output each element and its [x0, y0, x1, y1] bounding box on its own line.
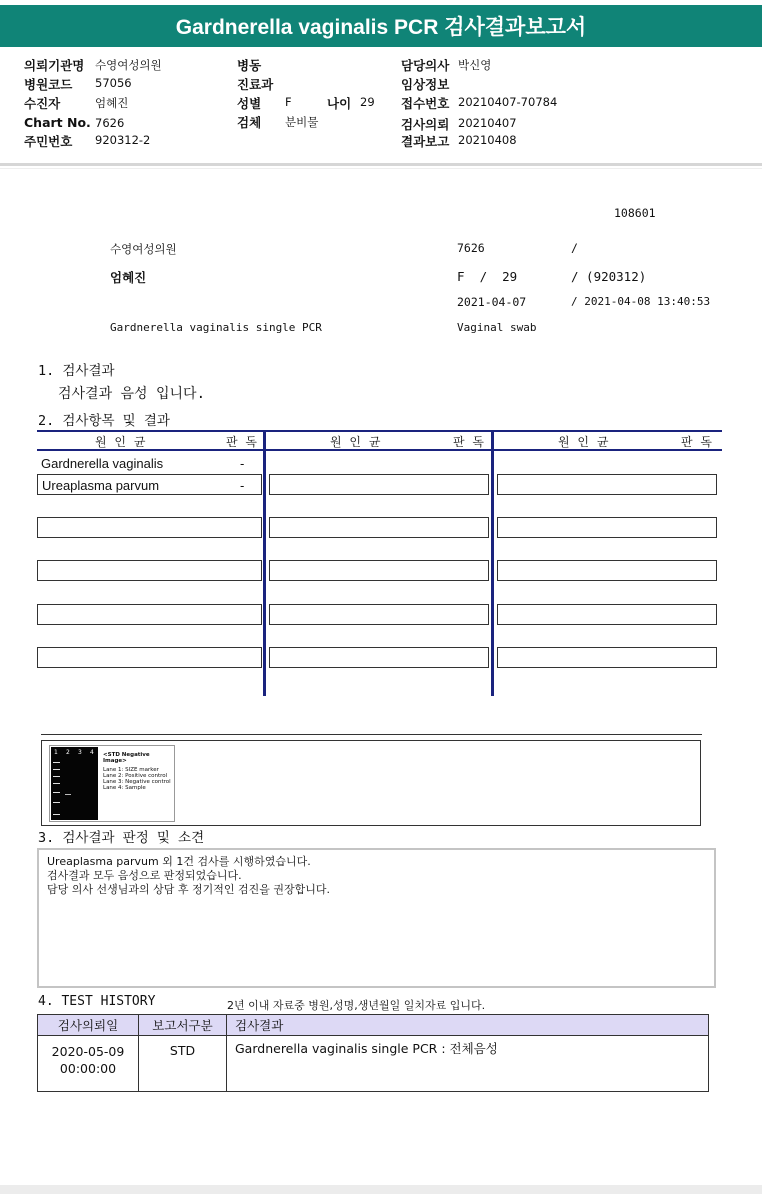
header-divider-light [0, 168, 762, 169]
grid-top-rule [37, 430, 722, 432]
result-cell [269, 647, 489, 668]
history-col-date: 검사의뢰일 [38, 1015, 139, 1036]
lane-label: 3 [78, 749, 82, 756]
report-label: 결과보고 [401, 134, 450, 149]
age-value: 29 [360, 95, 375, 109]
col-judgement-2: 판 독 [453, 435, 486, 449]
gel-band [53, 792, 60, 793]
gel-band [53, 769, 60, 770]
opinion-line: 담당 의사 선생님과의 상담 후 정기적인 검진을 권장합니다. [47, 883, 330, 896]
history-col-type: 보고서구분 [139, 1015, 227, 1036]
gel-legend-item: Lane 2: Positive control [103, 773, 168, 779]
history-table [37, 1014, 709, 1092]
chart-label: Chart No. [24, 115, 91, 130]
patient-label: 수진자 [24, 96, 61, 111]
col-organism-3: 원 인 균 [558, 435, 611, 449]
summary-code: 108601 [614, 206, 656, 220]
result-value: - [240, 456, 245, 471]
result-name: Ureaplasma parvum [42, 478, 160, 493]
specimen-label: 검체 [237, 115, 262, 130]
history-date: 2020-05-09 [51, 1044, 125, 1059]
grid-col-divider-1 [263, 430, 266, 696]
result-cell [269, 560, 489, 581]
hospital-code-label: 병원코드 [24, 77, 73, 92]
request-value: 20210407 [458, 116, 517, 130]
specimen-value: 분비물 [285, 115, 319, 129]
summary-birth: / (920312) [571, 269, 647, 284]
lane-label: 1 [54, 749, 58, 756]
result-cell [269, 474, 489, 495]
lane-label: 4 [90, 749, 94, 756]
gel-legend-item: Lane 4: Sample [103, 785, 146, 791]
gel-band [53, 814, 60, 815]
gel-band [53, 802, 60, 803]
gel-band [53, 783, 60, 784]
col-organism-2: 원 인 균 [330, 435, 383, 449]
receipt-label: 접수번호 [401, 96, 450, 111]
patient-value: 엄혜진 [95, 96, 129, 110]
col-judgement-1: 판 독 [226, 435, 259, 449]
result-cell [497, 474, 717, 495]
lane-label: 2 [66, 749, 70, 756]
ward-label: 병동 [237, 58, 262, 73]
history-date-cell [38, 1036, 139, 1092]
result-cell [37, 560, 262, 581]
history-time: 00:00:00 [59, 1061, 117, 1076]
result-cell [497, 517, 717, 538]
history-col-result: 검사결과 [227, 1015, 709, 1036]
doctor-label: 담당의사 [401, 58, 450, 73]
section2-title: 2. 검사항목 및 결과 [38, 413, 170, 429]
gel-thumbnail [49, 745, 175, 822]
header-divider [0, 163, 762, 166]
gel-legend-title: <STD Negative Image> [103, 752, 150, 764]
age-label: 나이 [327, 96, 352, 111]
result-name: Gardnerella vaginalis [41, 456, 164, 471]
gel-band [65, 794, 71, 795]
gel-top-rule [41, 734, 702, 735]
gel-legend [103, 752, 173, 791]
result-value: - [240, 478, 245, 493]
result-cell [497, 560, 717, 581]
receipt-value: 20210407-70784 [458, 95, 558, 109]
gel-band [53, 776, 60, 777]
result-cell [37, 647, 262, 668]
dept-label: 진료과 [237, 77, 274, 92]
summary-slash: / [571, 241, 578, 255]
summary-report-datetime: / 2021-04-08 13:40:53 [571, 295, 711, 308]
gel-legend-item: Lane 3: Negative control [103, 779, 171, 785]
request-label: 검사의뢰 [401, 117, 450, 132]
resident-value: 920312-2 [95, 133, 151, 147]
section4-title: 4. TEST HISTORY [38, 994, 156, 1009]
gel-band [53, 762, 60, 763]
gel-image [51, 747, 98, 820]
history-header-row [38, 1015, 709, 1036]
history-type: STD [139, 1036, 227, 1092]
resident-label: 주민번호 [24, 134, 73, 149]
institution-label: 의뢰기관명 [24, 58, 85, 73]
section1-result-text: 검사결과 음성 입니다. [58, 386, 206, 402]
result-cell [269, 604, 489, 625]
summary-chart: 7626 [457, 241, 485, 255]
summary-specimen: Vaginal swab [457, 321, 537, 334]
summary-patient: 엄혜진 [110, 270, 147, 285]
history-row [38, 1036, 709, 1092]
history-result: Gardnerella vaginalis single PCR : 전체음성 [227, 1036, 709, 1092]
report-title: Gardnerella vaginalis PCR 검사결과보고서 [0, 5, 762, 47]
result-cell [37, 517, 262, 538]
sex-label: 성별 [237, 96, 262, 111]
section3-title: 3. 검사결과 판정 및 소견 [38, 830, 205, 846]
hospital-code-value: 57056 [95, 76, 132, 90]
opinion-line: 검사결과 모두 음성으로 판정되었습니다. [47, 869, 242, 882]
result-cell [497, 647, 717, 668]
col-judgement-3: 판 독 [681, 435, 714, 449]
summary-institution: 수영여성의원 [110, 242, 177, 256]
chart-value: 7626 [95, 116, 125, 130]
summary-test-name: Gardnerella vaginalis single PCR [110, 321, 322, 334]
summary-request-date: 2021-04-07 [457, 295, 527, 309]
result-cell [497, 604, 717, 625]
col-organism-1: 원 인 균 [95, 435, 148, 449]
summary-sex-age: F / 29 [457, 269, 518, 284]
grid-col-divider-2 [491, 430, 494, 696]
opinion-box [37, 848, 716, 988]
institution-value: 수영여성의원 [95, 58, 162, 72]
gel-legend-item: Lane 1: SIZE marker [103, 767, 159, 773]
clinical-label: 임상정보 [401, 77, 450, 92]
opinion-line: Ureaplasma parvum 외 1건 검사를 시행하였습니다. [47, 855, 311, 868]
sex-value: F [285, 95, 292, 109]
result-cell [37, 604, 262, 625]
result-cell [269, 517, 489, 538]
report-value: 20210408 [458, 133, 517, 147]
doctor-value: 박신영 [458, 58, 492, 72]
history-note: 2년 이내 자료중 병원,성명,생년월일 일치자료 입니다. [227, 999, 486, 1012]
page-footer-band [0, 1185, 762, 1194]
section1-title: 1. 검사결과 [38, 363, 115, 379]
